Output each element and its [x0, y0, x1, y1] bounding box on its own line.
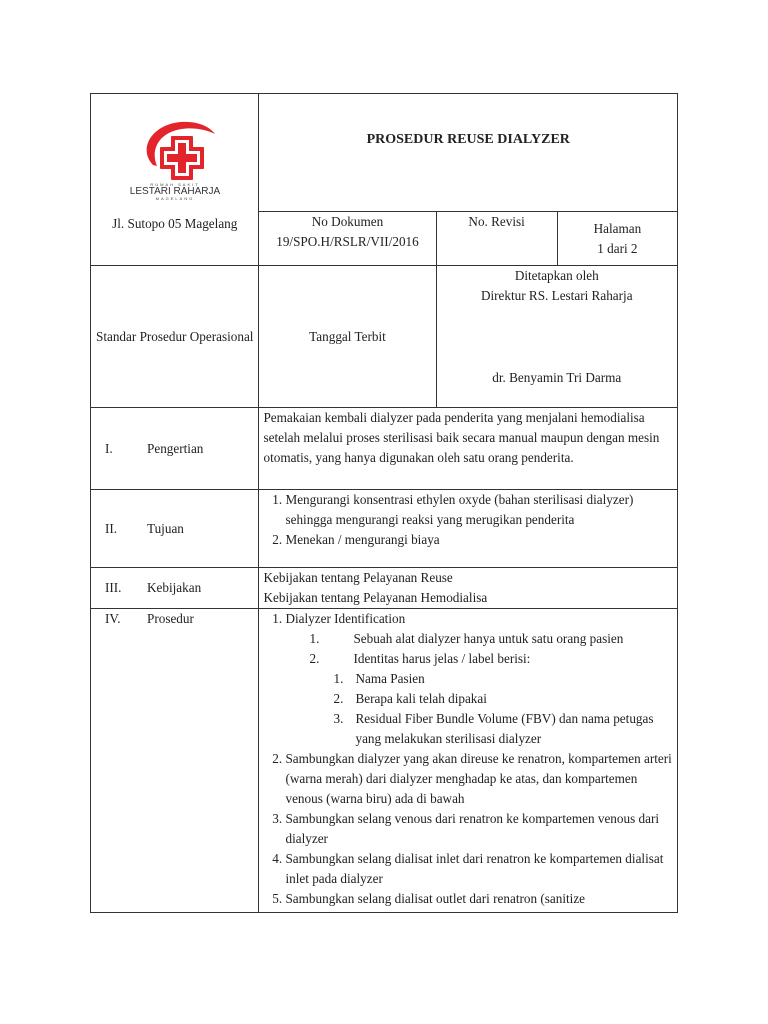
- list-item: 2. Menekan / mengurangi biaya: [285, 530, 673, 550]
- list-item: [309, 649, 673, 669]
- label-list: [285, 669, 673, 749]
- section-content-tujuan: [259, 490, 678, 568]
- tujuan-list: [263, 490, 673, 550]
- halaman-value: 1 dari 2: [597, 240, 638, 256]
- no-dokumen-value: 19/SPO.H/RSLR/VII/2016: [276, 234, 419, 249]
- sop-document-table: [90, 93, 678, 913]
- section-number: III.: [105, 580, 122, 595]
- section-title: Pengertian: [147, 440, 204, 456]
- section-number: IV.: [105, 611, 121, 626]
- list-item: 3. Sambungkan selang venous dari renatron ke kompartemen venous dari dialyzer: [285, 809, 673, 849]
- section-content-kebijakan: [259, 568, 678, 609]
- halaman-label: Halaman: [593, 220, 642, 236]
- label-number: 2.: [333, 691, 344, 706]
- logo-name-text: LESTARI RAHARJA: [129, 186, 220, 197]
- no-dokumen-label: No Dokumen: [311, 214, 384, 229]
- list-item: 2. Sambungkan dialyzer yang akan direuse ke renatron, kompartemen arteri (warna merah) dari dialyzer menghadap ke atas, dan kompartemen venous (warna biru) ada di bawah: [285, 749, 673, 809]
- ditetapkan-cell: [436, 266, 677, 408]
- list-item: [333, 689, 673, 709]
- doc-type-cell: [91, 266, 259, 408]
- sub-number: 2.: [309, 651, 320, 666]
- kebijakan-line: Kebijakan tentang Pelayanan Reuse: [263, 570, 453, 585]
- section-label-tujuan: [91, 490, 259, 568]
- section-content-pengertian: [259, 408, 678, 490]
- list-item: [285, 609, 673, 749]
- kebijakan-line: Kebijakan tentang Pelayanan Hemodialisa: [263, 590, 488, 605]
- sub-text: Sebuah alat dialyzer hanya untuk satu orang pasien: [353, 631, 624, 646]
- cross-logo-icon: [115, 110, 235, 200]
- logo-bottom-text: MAGELANG: [155, 196, 195, 200]
- list-item: 1. Mengurangi konsentrasi ethylen oxyde (bahan sterilisasi dialyzer) sehingga mengurangi reaksi yang merugikan penderita: [285, 490, 673, 530]
- tanggal-terbit-label: Tanggal Terbit: [309, 328, 386, 344]
- section-number: I.: [105, 440, 113, 456]
- tanggal-terbit-cell: [259, 266, 436, 408]
- no-revisi-cell: [436, 212, 557, 266]
- director-name: dr. Benyamin Tri Darma: [492, 370, 622, 385]
- section-content-prosedur: [259, 609, 678, 913]
- list-item: 4. Sambungkan selang dialisat inlet dari renatron ke kompartemen dialisat inlet pada dialyzer: [285, 849, 673, 889]
- section-number: II.: [105, 520, 118, 536]
- document-title: PROSEDUR REUSE DIALYZER: [259, 94, 678, 212]
- logo-top-text: RUMAH SAKIT: [150, 182, 200, 187]
- sub-list: [285, 629, 673, 669]
- list-item: [333, 709, 673, 749]
- director-title: Direktur RS. Lestari Raharja: [480, 288, 633, 303]
- no-revisi-label: No. Revisi: [468, 214, 525, 229]
- section-label-prosedur: [91, 609, 259, 913]
- list-item: [333, 669, 673, 689]
- list-item: 5. Sambungkan selang dialisat outlet dari renatron (sanitize: [285, 889, 673, 909]
- list-item: [309, 629, 673, 649]
- halaman-cell: [557, 212, 677, 266]
- signature-space: [441, 306, 673, 368]
- label-number: 1.: [333, 671, 344, 686]
- ditetapkan-label: Ditetapkan oleh: [514, 268, 599, 283]
- section-title: Kebijakan: [147, 580, 202, 595]
- doc-type-label: Standar Prosedur Operasional: [95, 328, 254, 344]
- label-text: Residual Fiber Bundle Volume (FBV) dan nama petugas yang melakukan sterilisasi dialyzer: [355, 711, 654, 746]
- section-title: Prosedur: [147, 611, 194, 626]
- prosedur-list: [263, 609, 673, 909]
- step-title: Dialyzer Identification: [285, 611, 406, 626]
- label-text: Berapa kali telah dipakai: [355, 691, 487, 706]
- sub-number: 1.: [309, 631, 320, 646]
- section-label-pengertian: [91, 408, 259, 490]
- label-text: Nama Pasien: [355, 671, 425, 686]
- logo-address-cell: [91, 94, 259, 266]
- section-title: Tujuan: [147, 520, 184, 536]
- section-label-kebijakan: [91, 568, 259, 609]
- sub-text: Identitas harus jelas / label berisi:: [353, 651, 531, 666]
- hospital-address: Jl. Sutopo 05 Magelang: [112, 216, 238, 231]
- label-number: 3.: [333, 711, 344, 726]
- no-dokumen-cell: [259, 212, 436, 266]
- pengertian-text: Pemakaian kembali dialyzer pada penderita yang menjalani hemodialisa setelah melalui proses sterilisasi baik secara manual maupun dengan mesin otomatis, yang hanya digunakan oleh satu orang penderita.: [263, 410, 660, 465]
